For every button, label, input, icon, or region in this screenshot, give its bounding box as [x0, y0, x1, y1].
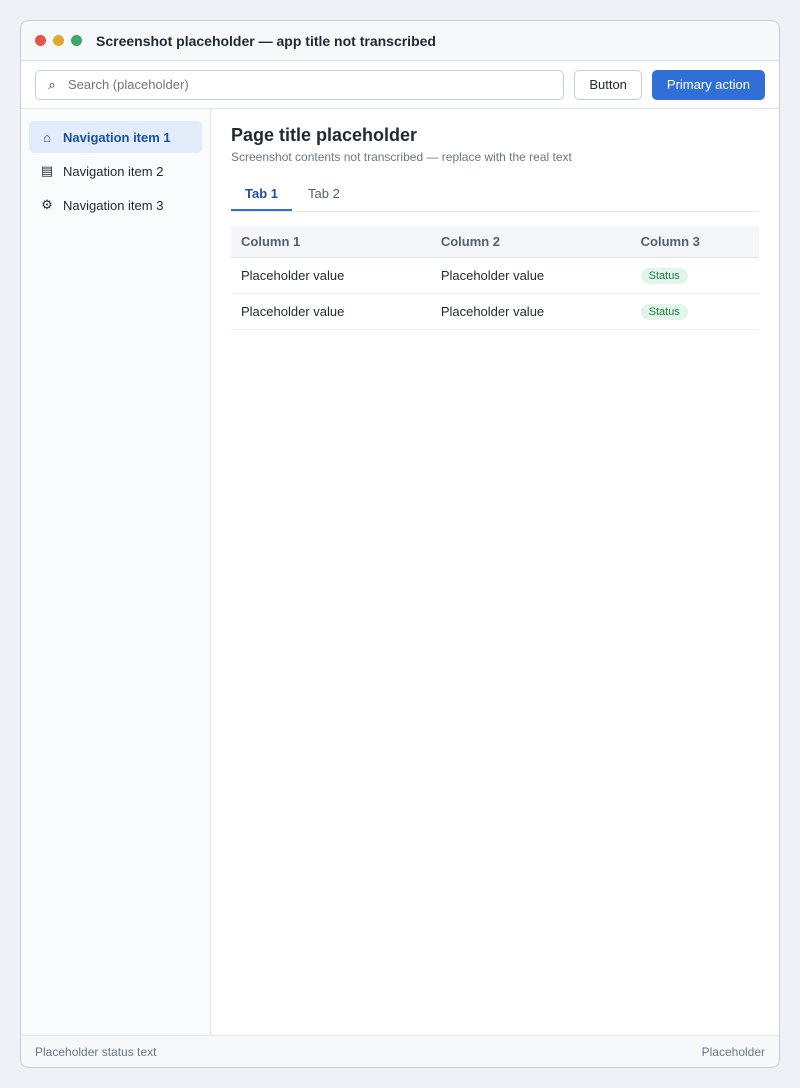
window-title: Screenshot placeholder — app title not transcribed [96, 32, 436, 49]
tab-2[interactable]: Tab 2 [308, 186, 340, 201]
column-header[interactable]: Column 3 [631, 226, 759, 258]
app-window [20, 20, 780, 1068]
table-cell: Placeholder value [231, 294, 431, 330]
window-controls [35, 35, 82, 46]
content-layout [21, 109, 779, 1035]
column-header[interactable]: Column 2 [431, 226, 631, 258]
close-window-button[interactable] [35, 35, 46, 46]
table-cell [631, 258, 759, 294]
main-panel [211, 109, 779, 1035]
gear-icon: ⚙ [41, 197, 53, 212]
page-subtitle: Screenshot contents not transcribed — replace with the real text [231, 150, 572, 164]
column-header[interactable]: Column 1 [231, 226, 431, 258]
status-bar [21, 1035, 779, 1067]
status-text: Placeholder status text [35, 1044, 157, 1059]
tab-bar [231, 178, 759, 212]
sidebar-item-2[interactable] [29, 155, 202, 187]
folder-icon: ▤ [40, 163, 54, 178]
search-box[interactable] [35, 70, 564, 100]
table-cell [631, 294, 759, 330]
primary-button[interactable]: Primary action [652, 70, 765, 100]
minimize-window-button[interactable] [53, 35, 64, 46]
sidebar-item-label: Navigation item 2 [63, 163, 164, 179]
sidebar-item-label: Navigation item 1 [63, 129, 171, 145]
status-badge: Status [641, 268, 688, 284]
secondary-button[interactable]: Button [574, 70, 642, 100]
maximize-window-button[interactable] [71, 35, 82, 46]
tab-1[interactable]: Tab 1 [231, 178, 292, 211]
title-bar [21, 21, 779, 61]
page-title: Page title placeholder [231, 125, 418, 145]
table-cell: Placeholder value [231, 258, 431, 294]
home-icon: ⌂ [43, 129, 51, 145]
table-cell: Placeholder value [431, 294, 631, 330]
table-row[interactable] [231, 258, 759, 294]
sidebar [21, 109, 211, 1035]
data-table [231, 226, 759, 330]
table-cell: Placeholder value [431, 258, 631, 294]
sidebar-item-3[interactable] [29, 189, 202, 221]
toolbar [21, 61, 779, 109]
search-input[interactable] [66, 76, 555, 93]
sidebar-item-1[interactable] [29, 121, 202, 153]
table-row[interactable] [231, 294, 759, 330]
sidebar-item-label: Navigation item 3 [63, 197, 164, 213]
search-icon: ⌕ [48, 76, 56, 92]
status-info: Placeholder [701, 1044, 765, 1059]
status-badge: Status [641, 304, 688, 320]
table-header-row [231, 226, 759, 258]
